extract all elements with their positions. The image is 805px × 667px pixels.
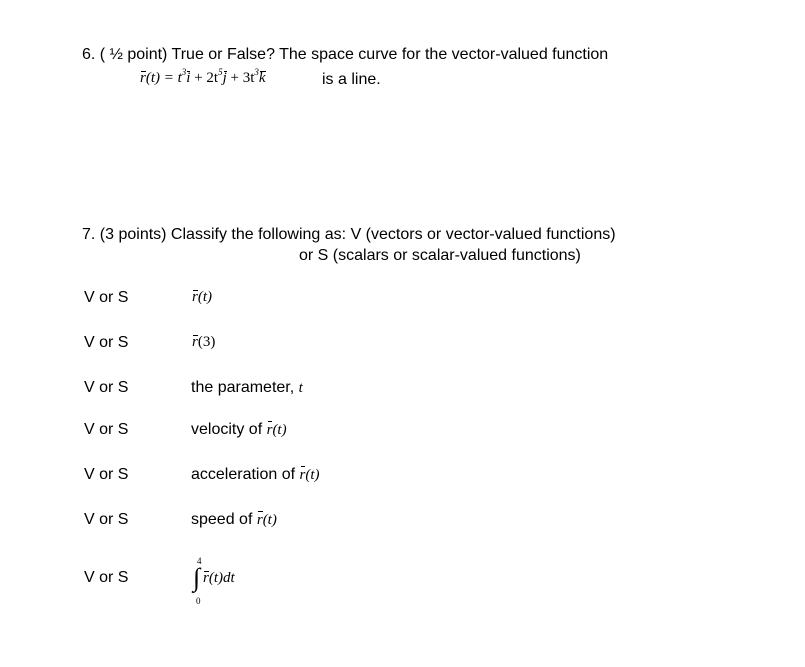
choice-label: V or S	[84, 379, 129, 396]
item-expression	[192, 289, 212, 306]
lower-limit: 0	[196, 596, 201, 606]
function-argument: (t) =	[145, 70, 178, 86]
item-text: speed of	[191, 511, 253, 528]
choice-label: V or S	[84, 466, 129, 483]
choice-label: V or S	[84, 289, 129, 306]
integral-sign: ∫	[193, 563, 201, 592]
r-vector: r	[256, 512, 263, 528]
item-math: (t)	[272, 422, 287, 438]
choice-label: V or S	[84, 511, 129, 528]
item-math: (3)	[197, 334, 216, 350]
item-text: velocity of	[191, 421, 263, 438]
r-vector: r	[203, 570, 209, 586]
choice-label: V or S	[84, 569, 129, 586]
r-vector: r	[299, 467, 306, 483]
term-1-exponent: 3	[181, 67, 187, 77]
i-unit-vector: i	[186, 70, 191, 86]
question-6-text: 6. ( ½ point) True or False? The space curve for the vector-valued function	[82, 46, 609, 63]
term-3-exponent: 3	[254, 67, 259, 77]
item-math: t	[298, 380, 303, 396]
r-vector: r	[266, 422, 273, 438]
item-expression	[191, 510, 277, 530]
question-6-tail: is a line.	[322, 71, 381, 88]
item-math: (t)	[197, 289, 213, 305]
item-expression	[191, 420, 287, 440]
item-math: (t)	[305, 467, 320, 483]
r-vector: r	[140, 70, 146, 86]
term-3-coefficient: + 3t	[230, 70, 255, 86]
item-expression	[191, 465, 320, 485]
k-unit-vector: k	[258, 70, 266, 86]
r-vector: r	[192, 334, 198, 350]
integral-expression	[193, 556, 263, 606]
r-vector: r	[192, 289, 198, 305]
item-math: (t)dt	[208, 570, 235, 586]
question-7-text-line2: or S (scalars or scalar-valued functions)	[299, 247, 581, 264]
vector-function-equation	[140, 67, 266, 87]
item-math: (t)	[262, 512, 277, 528]
item-expression	[192, 334, 215, 351]
upper-limit: 4	[197, 556, 202, 566]
choice-label: V or S	[84, 421, 129, 438]
item-text: the parameter,	[191, 379, 295, 396]
choice-label: V or S	[84, 334, 129, 351]
term-2-coefficient: + 2t	[194, 70, 219, 86]
question-7-text: 7. (3 points) Classify the following as: V (vectors or vector-valued functions)	[82, 226, 616, 243]
item-text: acceleration of	[191, 466, 296, 483]
term-2-exponent: 5	[218, 67, 223, 77]
item-expression	[191, 378, 303, 398]
j-unit-vector: j	[222, 70, 227, 86]
integrand	[203, 570, 235, 587]
term-1-coefficient: t	[177, 70, 182, 86]
